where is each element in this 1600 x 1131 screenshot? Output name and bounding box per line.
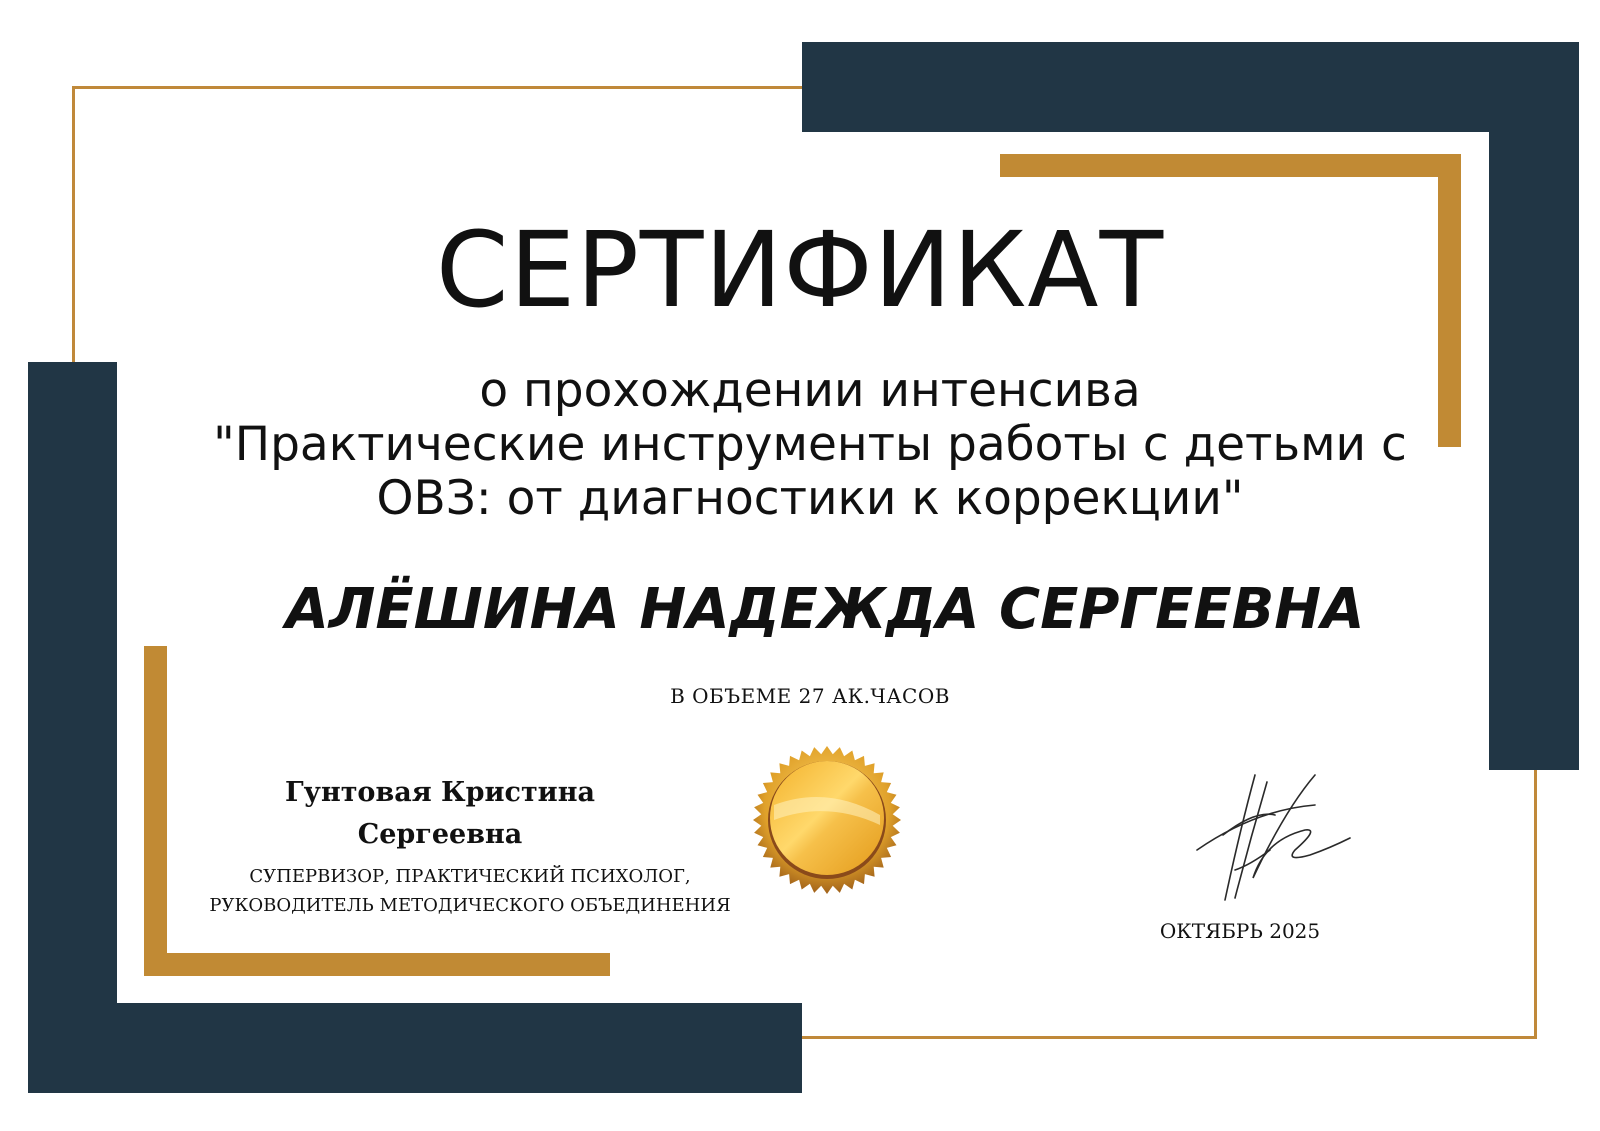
course-description — [200, 364, 1420, 526]
course-hours: В ОБЪЕМЕ 27 АК.ЧАСОВ — [670, 684, 950, 708]
supervisor-role-line-2: РУКОВОДИТЕЛЬ МЕТОДИЧЕСКОГО ОБЪЕДИНЕНИЯ — [209, 895, 731, 916]
supervisor-name-line-1: Гунтовая Кристина — [285, 777, 595, 808]
gold-bar-top-right — [1000, 154, 1461, 177]
recipient-name: АЛЁШИНА НАДЕЖДА СЕРГЕЕВНА — [285, 577, 1365, 642]
signature-icon — [1195, 770, 1355, 910]
subtitle-line-1: о прохождении интенсива — [479, 363, 1141, 418]
supervisor-role-line-1: СУПЕРВИЗОР, ПРАКТИЧЕСКИЙ ПСИХОЛОГ, — [249, 866, 691, 887]
supervisor-name — [240, 772, 640, 856]
supervisor-role — [160, 862, 780, 920]
supervisor-name-line-2: Сергеевна — [357, 819, 523, 850]
navy-bar-right — [1489, 42, 1579, 770]
subtitle-line-2: "Практические инструменты работы с детьми с — [213, 417, 1407, 472]
issue-date: ОКТЯБРЬ 2025 — [1159, 919, 1321, 943]
navy-bar-top-right — [802, 42, 1579, 132]
navy-bar-left — [28, 362, 117, 1093]
subtitle-line-3: ОВЗ: от диагностики к коррекции" — [376, 471, 1244, 526]
gold-bar-bottom-left — [144, 953, 610, 976]
certificate-title: СЕРТИФИКАТ — [435, 209, 1165, 331]
navy-bar-bottom-left — [28, 1003, 802, 1093]
